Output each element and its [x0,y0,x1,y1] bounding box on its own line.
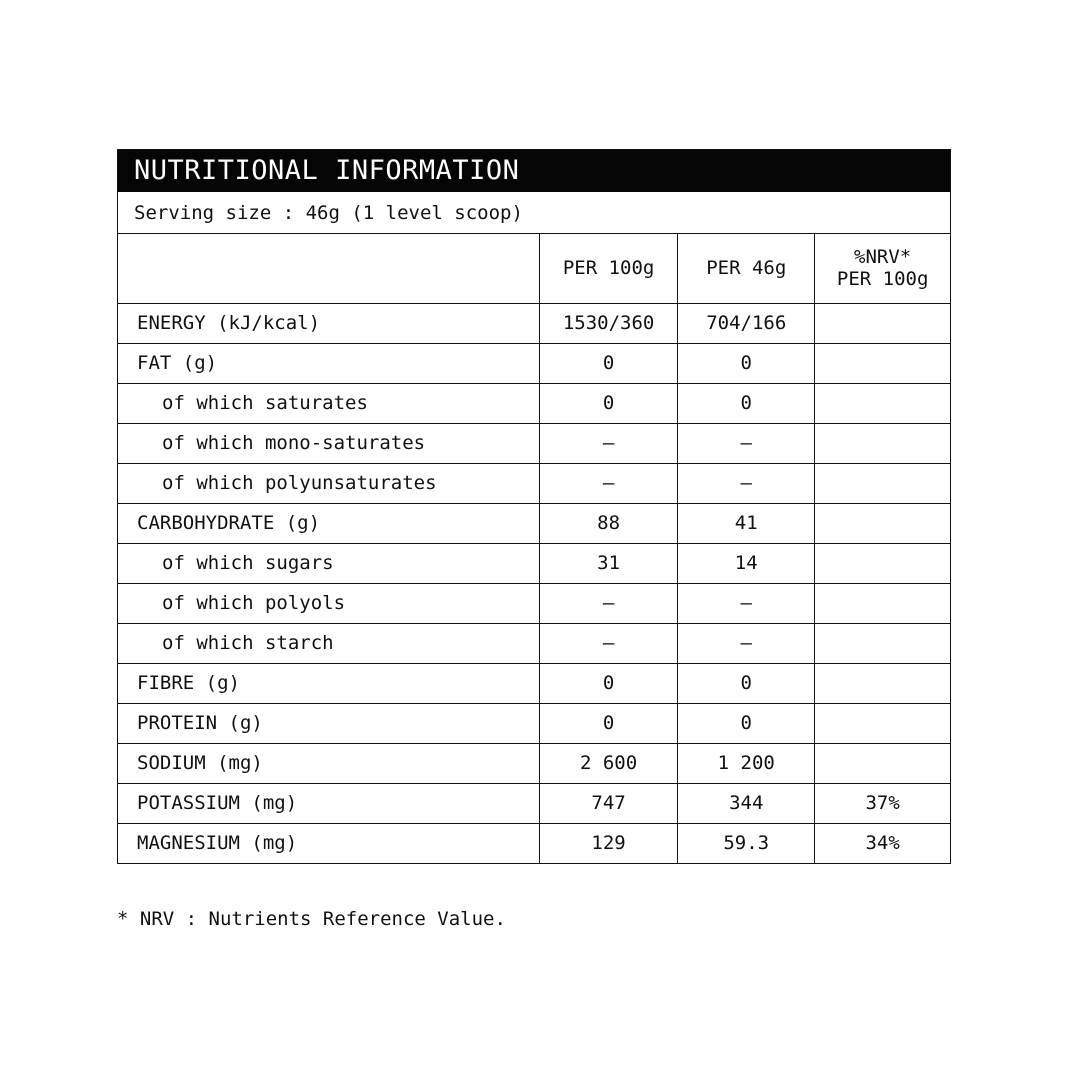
value-per-46g: 0 [678,703,815,743]
value-nrv [815,743,950,783]
value-nrv [815,663,950,703]
value-nrv: 34% [865,832,900,855]
value-nrv [815,623,950,663]
table-row [118,743,950,783]
value-per-46g: 704/166 [678,303,815,343]
value-per-46g: 0 [678,663,815,703]
nutrient-name: POTASSIUM (mg) [118,783,540,823]
header-nrv-line2: PER 100g [836,268,929,291]
nutrient-name: of which saturates [118,383,540,423]
table-row [118,703,950,743]
table-row [118,783,950,823]
table-row [118,583,950,623]
table-header-row [118,234,950,303]
header-nrv-line1: %NRV* [854,246,912,269]
value-nrv [815,423,950,463]
header-nrv [815,234,950,303]
value-per-100g: 1530/360 [540,303,678,343]
value-nrv [815,583,950,623]
value-nrv [815,543,950,583]
nutrient-name: MAGNESIUM (mg) [118,823,540,863]
value-per-100g: 31 [540,543,678,583]
value-nrv [815,343,950,383]
header-nutrient [118,234,540,303]
table-row [118,343,950,383]
nutrient-name: SODIUM (mg) [118,743,540,783]
table-row [118,663,950,703]
header-per-100g: PER 100g [540,234,678,303]
value-per-100g: 88 [540,503,678,543]
value-per-46g: 59.3 [678,823,815,863]
table-row [118,503,950,543]
value-per-46g: – [678,423,815,463]
value-per-100g: 0 [540,663,678,703]
nutrient-name: CARBOHYDRATE (g) [118,503,540,543]
value-nrv [815,703,950,743]
value-per-100g: 747 [540,783,678,823]
value-per-100g: 0 [540,383,678,423]
nutrient-name: of which sugars [118,543,540,583]
nutrient-name: FIBRE (g) [118,663,540,703]
table-row [118,383,950,423]
value-per-46g: – [678,463,815,503]
value-per-46g: 41 [678,503,815,543]
value-per-100g: – [540,623,678,663]
value-per-46g: – [678,623,815,663]
nutrient-name: of which mono-saturates [118,423,540,463]
nutrient-name: of which polyunsaturates [118,463,540,503]
value-per-100g: 0 [540,343,678,383]
value-nrv [815,503,950,543]
table-row [118,303,950,343]
value-nrv [815,463,950,503]
label-title: NUTRITIONAL INFORMATION [118,150,950,192]
table-row [118,543,950,583]
value-nrv [815,303,950,343]
value-per-100g: 129 [540,823,678,863]
value-per-100g: – [540,583,678,623]
header-per-46g: PER 46g [678,234,815,303]
nutrient-name: PROTEIN (g) [118,703,540,743]
value-per-46g: 0 [678,343,815,383]
value-nrv: 37% [815,783,950,823]
value-nrv [815,383,950,423]
serving-size: Serving size : 46g (1 level scoop) [118,192,950,234]
value-per-100g: 0 [540,703,678,743]
nutrient-name: ENERGY (kJ/kcal) [118,303,540,343]
table-row [118,623,950,663]
nutrient-name: FAT (g) [118,343,540,383]
value-per-46g: 1 200 [678,743,815,783]
value-per-46g: 344 [678,783,815,823]
table-row [118,823,950,863]
value-per-100g: 2 600 [540,743,678,783]
value-per-46g: – [678,583,815,623]
value-per-46g: 14 [678,543,815,583]
value-per-100g: – [540,423,678,463]
nutrition-table [118,234,950,863]
table-row [118,423,950,463]
nutrient-name: of which polyols [118,583,540,623]
nrv-footnote: * NRV : Nutrients Reference Value. [117,908,506,930]
nutrition-label [117,149,951,864]
table-row [118,463,950,503]
value-per-100g: – [540,463,678,503]
value-per-46g: 0 [678,383,815,423]
nutrient-name: of which starch [118,623,540,663]
